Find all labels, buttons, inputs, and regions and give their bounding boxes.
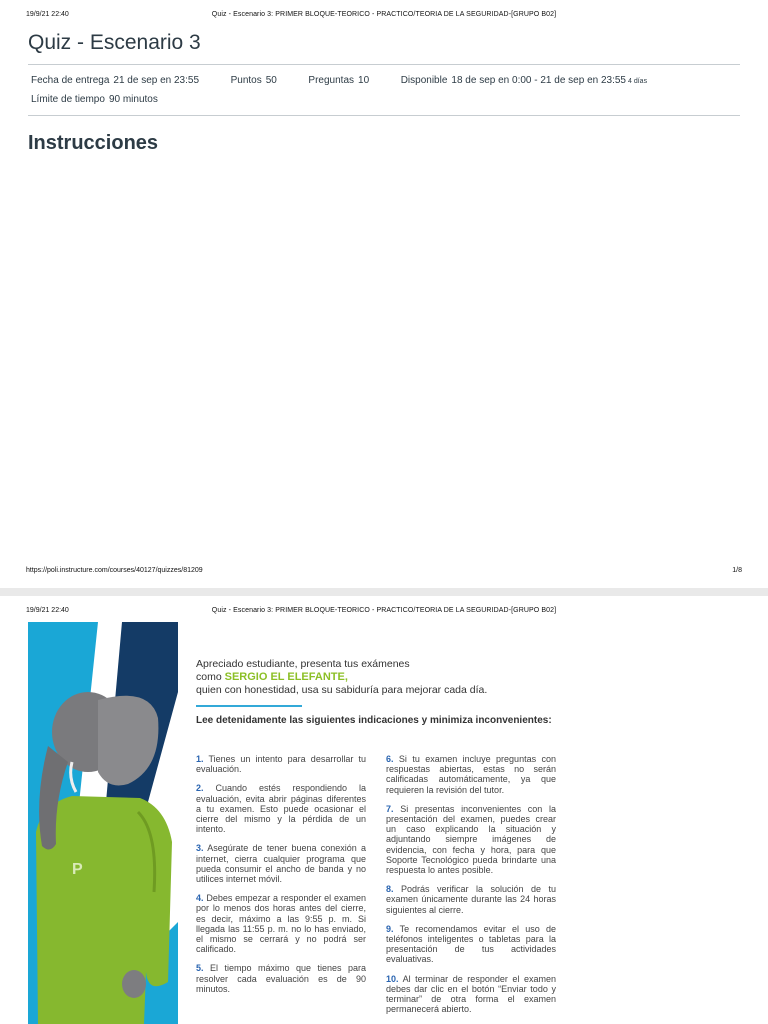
print-title: Quiz - Escenario 3: PRIMER BLOQUE-TEORICO - PRACTICO/TEORIA DE LA SEGURIDAD-[GRUPO B02] — [211, 607, 557, 614]
page-number: 1/8 — [732, 567, 742, 574]
instruction-item: 7. Si presentas inconvenientes con la presentación del examen, puedes crear un caso explicando la situación y adjuntando siempre imágenes de evidencia, con fecha y hora, para que Soporte Tecnológico pueda brindarte una respuesta lo antes posible. — [386, 803, 556, 876]
questions-label: Preguntas — [308, 75, 355, 86]
print-footer — [26, 567, 742, 579]
divider — [28, 115, 740, 116]
print-datetime: 19/9/21 22:40 — [26, 607, 69, 614]
lead-text: Lee detenidamente las siguientes indicaciones y minimiza inconvenientes: — [196, 715, 552, 726]
elephant-mascot-image — [28, 622, 178, 1024]
questions-value: 10 — [358, 75, 370, 86]
print-title: Quiz - Escenario 3: PRIMER BLOQUE-TEORICO - PRACTICO/TEORIA DE LA SEGURIDAD-[GRUPO B02] — [211, 11, 557, 18]
print-header — [26, 607, 742, 619]
pdf-page-2 — [0, 596, 768, 1024]
instruction-column-left — [196, 754, 366, 1003]
exam-instructions — [196, 658, 566, 1015]
greeting — [196, 658, 566, 697]
hoodie-logo: P — [72, 861, 83, 878]
instructions-heading: Instrucciones — [28, 132, 159, 154]
time-limit-value: 90 minutos — [108, 94, 158, 105]
print-header — [26, 11, 742, 23]
instruction-item: 10. Al terminar de responder el examen debes dar clic en el botón “Enviar todo y terminar” de otra forma el examen permanecerá abierto. — [386, 973, 556, 1015]
points-value: 50 — [265, 75, 277, 86]
instruction-column-right — [386, 754, 556, 1023]
page-title: Quiz - Escenario 3 — [28, 31, 201, 54]
divider — [28, 64, 740, 65]
greeting-highlight: SERGIO EL ELEFANTE, — [224, 671, 348, 683]
instruction-item: 4. Debes empezar a responder el examen por lo menos dos horas antes del cierre, es decir, máximo a las 9:55 p. m. Si llegada las 11:55 p. m. no lo has enviado, el mismo se cerrará y no podrá ser calificado. — [196, 893, 366, 955]
accent-divider — [196, 705, 302, 707]
instruction-item: 1. Tienes un intento para desarrollar tu evaluación. — [196, 754, 366, 775]
elephant-hand — [122, 970, 146, 998]
available-label: Disponible — [400, 75, 448, 86]
instruction-item: 6. Si tu examen incluye preguntas con respuestas abiertas, estas no serán calificadas automáticamente, ya que requieren la revisión del tutor. — [386, 754, 556, 795]
greeting-line-3: quien con honestidad, usa su sabiduría para mejorar cada día. — [196, 684, 488, 696]
instruction-item: 8. Podrás verificar la solución de tu examen únicamente durante las 24 horas siguientes al cierre. — [386, 884, 556, 915]
quiz-meta-row — [31, 75, 647, 86]
due-value: 21 de sep en 23:55 — [113, 75, 200, 86]
print-datetime: 19/9/21 22:40 — [26, 11, 69, 18]
greeting-prefix: como — [196, 671, 222, 683]
available-days: 4 días — [628, 78, 648, 85]
quiz-time-limit — [31, 94, 158, 105]
instruction-item: 9. Te recomendamos evitar el uso de teléfonos inteligentes o tabletas para la presentación de tus actividades evaluativas. — [386, 923, 556, 965]
instruction-item: 3. Asegúrate de tener buena conexión a internet, cierra cualquier programa que pueda consumir el ancho de banda y no utilices internet móvil. — [196, 843, 366, 885]
points-label: Puntos — [230, 75, 262, 86]
time-limit-label: Límite de tiempo — [31, 94, 105, 105]
available-value: 18 de sep en 0:00 - 21 de sep en 23:55 — [451, 75, 626, 86]
greeting-line-1: Apreciado estudiante, presenta tus exámenes — [196, 658, 410, 670]
due-label: Fecha de entrega — [31, 75, 110, 86]
elephant-mascot-illustration — [28, 622, 178, 1024]
instruction-item: 2. Cuando estés respondiendo la evaluación, evita abrir páginas diferentes a tu examen. Esto puede ocasionar el cierre del mismo y la pérdida de un intento. — [196, 783, 366, 835]
instruction-item: 5. El tiempo máximo que tienes para resolver cada evaluación es de 90 minutos. — [196, 963, 366, 994]
print-url: https://poli.instructure.com/courses/40127/quizzes/81209 — [26, 567, 203, 574]
